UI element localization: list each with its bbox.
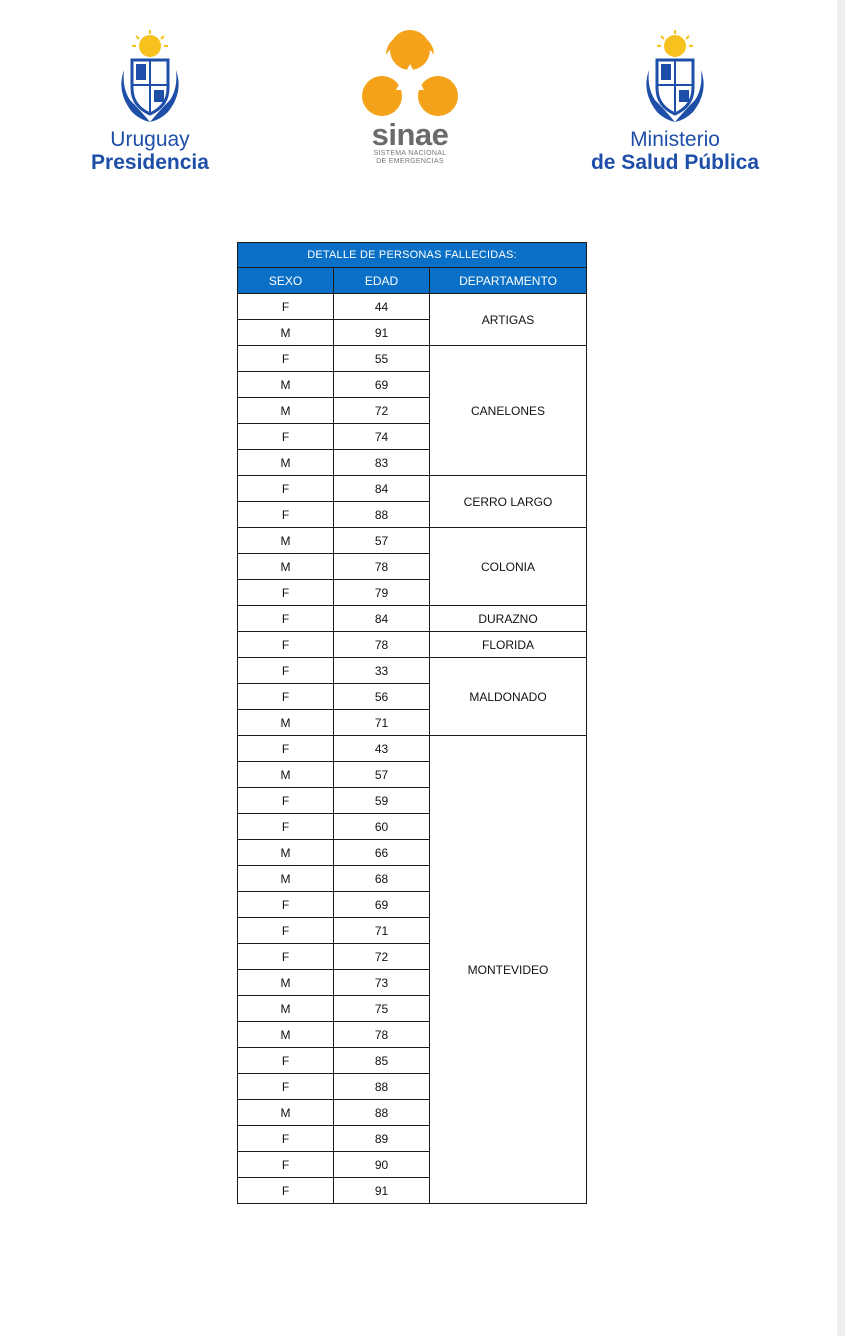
sexo-cell: F xyxy=(238,736,334,762)
edad-cell: 88 xyxy=(334,1100,430,1126)
table-row xyxy=(238,528,587,554)
edad-cell: 83 xyxy=(334,450,430,476)
sexo-cell: M xyxy=(238,762,334,788)
sexo-cell: M xyxy=(238,372,334,398)
edad-cell: 69 xyxy=(334,372,430,398)
sexo-cell: F xyxy=(238,658,334,684)
edad-cell: 78 xyxy=(334,554,430,580)
edad-cell: 74 xyxy=(334,424,430,450)
table-row xyxy=(238,476,587,502)
edad-cell: 56 xyxy=(334,684,430,710)
table-body xyxy=(238,294,587,1204)
column-header-departamento: DEPARTAMENTO xyxy=(430,268,587,294)
sexo-cell: M xyxy=(238,450,334,476)
edad-cell: 71 xyxy=(334,710,430,736)
presidencia-line1: Uruguay xyxy=(110,128,190,151)
edad-cell: 72 xyxy=(334,398,430,424)
departamento-cell: DURAZNO xyxy=(430,606,587,632)
sexo-cell: M xyxy=(238,996,334,1022)
table-row xyxy=(238,658,587,684)
sexo-cell: F xyxy=(238,1074,334,1100)
sexo-cell: F xyxy=(238,424,334,450)
sexo-cell: F xyxy=(238,1126,334,1152)
presidencia-logo xyxy=(70,30,230,175)
sexo-cell: F xyxy=(238,788,334,814)
edad-cell: 78 xyxy=(334,632,430,658)
deceased-detail-table xyxy=(237,242,587,1204)
departamento-cell: FLORIDA xyxy=(430,632,587,658)
sexo-cell: M xyxy=(238,1100,334,1126)
sexo-cell: M xyxy=(238,970,334,996)
page-edge xyxy=(837,0,845,1336)
edad-cell: 71 xyxy=(334,918,430,944)
sexo-cell: M xyxy=(238,840,334,866)
ministerio-logo xyxy=(570,30,780,175)
sexo-cell: M xyxy=(238,320,334,346)
column-header-edad: EDAD xyxy=(334,268,430,294)
edad-cell: 68 xyxy=(334,866,430,892)
sinae-subtitle-2: DE EMERGENCIAS xyxy=(376,158,444,165)
presidencia-line2: Presidencia xyxy=(91,151,209,174)
edad-cell: 66 xyxy=(334,840,430,866)
departamento-cell: MONTEVIDEO xyxy=(430,736,587,1204)
sexo-cell: F xyxy=(238,918,334,944)
edad-cell: 57 xyxy=(334,762,430,788)
sexo-cell: F xyxy=(238,476,334,502)
sinae-logo xyxy=(345,28,475,166)
edad-cell: 73 xyxy=(334,970,430,996)
edad-cell: 60 xyxy=(334,814,430,840)
table-row xyxy=(238,632,587,658)
table-row xyxy=(238,346,587,372)
departamento-cell: CERRO LARGO xyxy=(430,476,587,528)
sexo-cell: F xyxy=(238,1048,334,1074)
sinae-symbol-icon xyxy=(360,28,460,118)
edad-cell: 84 xyxy=(334,476,430,502)
edad-cell: 43 xyxy=(334,736,430,762)
sinae-wordmark: sinae xyxy=(371,117,449,152)
departamento-cell: CANELONES xyxy=(430,346,587,476)
edad-cell: 91 xyxy=(334,320,430,346)
edad-cell: 84 xyxy=(334,606,430,632)
sexo-cell: F xyxy=(238,814,334,840)
sexo-cell: F xyxy=(238,892,334,918)
ministerio-line2: de Salud Pública xyxy=(590,151,760,174)
table-row xyxy=(238,606,587,632)
departamento-cell: MALDONADO xyxy=(430,658,587,736)
sexo-cell: F xyxy=(238,1152,334,1178)
edad-cell: 88 xyxy=(334,502,430,528)
edad-cell: 75 xyxy=(334,996,430,1022)
sexo-cell: F xyxy=(238,606,334,632)
sexo-cell: F xyxy=(238,944,334,970)
edad-cell: 79 xyxy=(334,580,430,606)
sexo-cell: M xyxy=(238,1022,334,1048)
edad-cell: 69 xyxy=(334,892,430,918)
edad-cell: 85 xyxy=(334,1048,430,1074)
national-coat-of-arms-icon xyxy=(110,30,190,125)
table-row xyxy=(238,294,587,320)
edad-cell: 55 xyxy=(334,346,430,372)
ministerio-line1: Ministerio xyxy=(630,128,720,151)
departamento-cell: ARTIGAS xyxy=(430,294,587,346)
sexo-cell: F xyxy=(238,632,334,658)
table-title: DETALLE DE PERSONAS FALLECIDAS: xyxy=(238,243,587,268)
national-coat-of-arms-icon xyxy=(635,30,715,125)
departamento-cell: COLONIA xyxy=(430,528,587,606)
edad-cell: 91 xyxy=(334,1178,430,1204)
sexo-cell: F xyxy=(238,346,334,372)
edad-cell: 44 xyxy=(334,294,430,320)
edad-cell: 78 xyxy=(334,1022,430,1048)
edad-cell: 57 xyxy=(334,528,430,554)
sexo-cell: F xyxy=(238,684,334,710)
sexo-cell: F xyxy=(238,1178,334,1204)
sexo-cell: M xyxy=(238,866,334,892)
sexo-cell: F xyxy=(238,580,334,606)
sexo-cell: M xyxy=(238,398,334,424)
edad-cell: 88 xyxy=(334,1074,430,1100)
edad-cell: 72 xyxy=(334,944,430,970)
sinae-subtitle-1: SISTEMA NACIONAL xyxy=(373,150,447,157)
table-row xyxy=(238,736,587,762)
sexo-cell: M xyxy=(238,710,334,736)
sexo-cell: F xyxy=(238,294,334,320)
sexo-cell: M xyxy=(238,528,334,554)
sexo-cell: M xyxy=(238,554,334,580)
edad-cell: 90 xyxy=(334,1152,430,1178)
column-header-sexo: SEXO xyxy=(238,268,334,294)
sexo-cell: F xyxy=(238,502,334,528)
edad-cell: 59 xyxy=(334,788,430,814)
edad-cell: 33 xyxy=(334,658,430,684)
edad-cell: 89 xyxy=(334,1126,430,1152)
